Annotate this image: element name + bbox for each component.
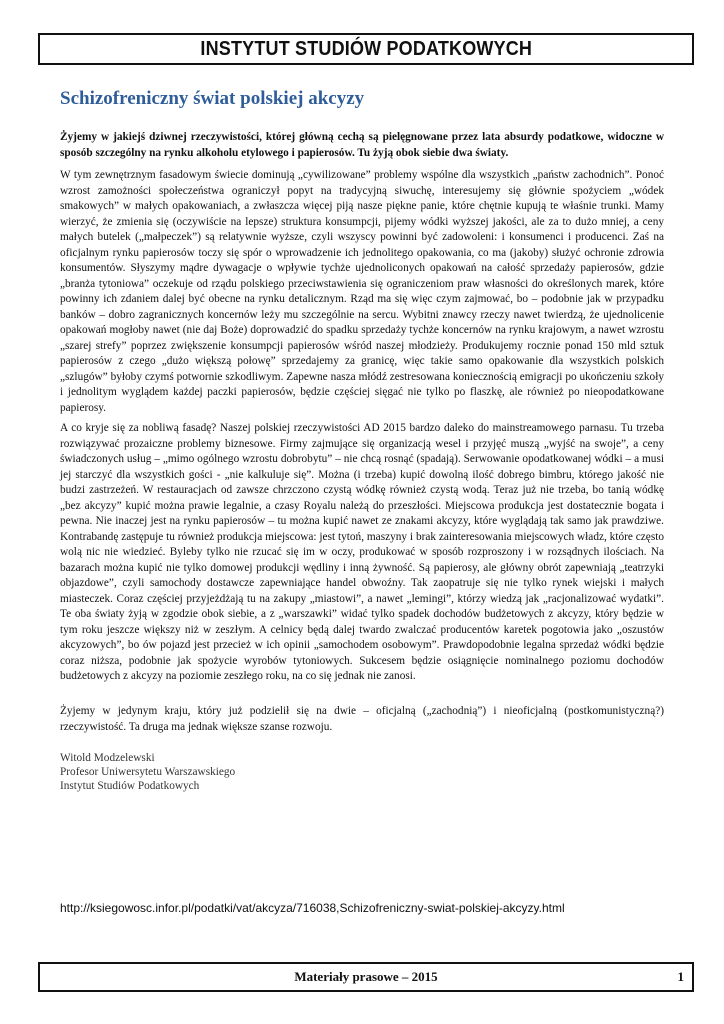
article-paragraph-3: Żyjemy w jedynym kraju, który już podzielił się na dwie – oficjalną („zachodnią”) i nieoficjalną (postkomunistyczną?) rzeczywistość. Ta druga ma jednak większe szanse rozwoju. (60, 705, 664, 733)
header-title: INSTYTUT STUDIÓW PODATKOWYCH (200, 37, 532, 60)
article-paragraph-1: W tym zewnętrznym fasadowym świecie dominują „cywilizowane” problemy wspólne dla wszystkich „państw zachodnich”. Ponoć wzrost zamożności społeczeństwa ograniczył popyt na tradycyjną siwuchę, interesujemy się głównie spożyciem „wódek smakowych” w małych opakowaniach, a zwłaszcza więcej piją nasze piękne panie, które chętnie kupują te właśnie trunki. Mamy wierzyć, że zmienia się (oczywiście na lepsze) struktura konsumpcji, pijemy wódki wyższej jakości, ale za to dużo mniej, a ceny małych butelek („małpeczek”) są relatywnie wyższe, czyli wszyscy powinni być zadowoleni: i konsumenci i producenci. Zaś na oficjalnym rynku papierosów toczy się spór o wprowadzenie ich jednolitego opakowania, co ma (jakoby) służyć ochronie zdrowia konsumentów. Słyszymy mądre dywagacje o wpływie tychże ujednoliconych opakowań na całość sprzedaży papierosów, gdzie „branża tytoniowa” oczekuje od rządu polskiego przeciwstawienia się ograniczeniom praw własności do określonych marek, które powinny ich zdaniem dalej być obecne na rynku detalicznym. Rząd ma się więc czym zajmować, bo – podobnie jak w przypadku banków – dobro zagranicznych koncernów leży mu szczególnie na sercu. Wybitni znawcy rzeczy nawet twierdzą, że ujednolicenie opakowań mogłoby nawet (nie daj Boże) doprowadzić do spadku sprzedaży tychże koncernów na rynku krajowym, a nawet wzrostu „szarej strefy” poprzez zwiększenie konsumpcji papierosów wśród naszej młodzieży. Produkujemy rocznie ponad 150 mld sztuk papierosów z czego „dużo większą połowę” sprzedajemy za granicę, więc takie samo opakowanie dla wszystkich polskich „szlugów” byłoby czymś potwornie szkodliwym. Zapewne nasza młódź zestresowana koniecznością emigracji po ukończeniu szkoły i jednolitym wyglądem każdej paczki papierosów, będzie częściej sięgać nie tylko po flaszkę, ale również po nieopodatkowane papierosy. (60, 169, 664, 414)
footer-label: Materiały prasowe – 2015 (294, 969, 438, 984)
source-link[interactable]: http://ksiegowosc.infor.pl/podatki/vat/akcyza/716038,Schizofreniczny-swiat-polskiej-akcyzy.html (60, 901, 565, 915)
footer-banner (38, 962, 694, 992)
article-title: Schizofreniczny świat polskiej akcyzy (60, 88, 365, 109)
page-number: 1 (677, 969, 684, 984)
signature-name: Witold Modzelewski (60, 752, 155, 764)
signature-institution: Instytut Studiów Podatkowych (60, 780, 200, 792)
signature-title: Profesor Uniwersytetu Warszawskiego (60, 766, 236, 778)
article-lead: Żyjemy w jakiejś dziwnej rzeczywistości, której główną cechą są pielęgnowane przez lata absurdy podatkowe, widoczne w sposób szczególny na rynku alkoholu etylowego i papierosów. Tu żyją obok siebie dwa światy. (60, 131, 664, 159)
header-banner (38, 33, 694, 65)
article-paragraph-2: A co kryje się za nobliwą fasadę? Naszej polskiej rzeczywistości AD 2015 bardzo daleko do mainstreamowego parnasu. Tu trzeba rozwiązywać prozaiczne problemy biznesowe. Firmy zajmujące się organizacją wesel i przyjęć muszą „wyjść na swoje”, a ceny świadczonych usług – „mimo ogólnego wzrostu dobrobytu” – nie chcą rosnąć (spadają). Serwowanie opodatkowanej wódki – a musi jej starczyć dla wszystkich gości - „nie kalkuluje się”. Można (i trzeba) kupić dowolną ilość dobrego bimbru, którego jakość nie budzi zastrzeżeń. W restauracjach od zawsze chrzczono czystą wódkę również czystą wodą. Teraz już nie trzeba, bo tanią wódkę „bez akcyzy” kupić można prawie legalnie, a czasy Royalu należą do przeszłości. Miejscowa produkcja jest dostatecznie bogata i pewna. Nie inaczej jest na rynku papierosów – tu można kupić nawet ze znakami akcyzy, które wyglądają tak samo jak prawdziwe. Kontrabandę zastępuje tu również produkcja miejscowa: jest tytoń, maszyny i brak zainteresowania miejscowych władz, które często wolą nic nie wiedzieć. Byleby tylko nie rzucać się im w oczy, produkować w sposób rozproszony i w rozsądnych ilościach. Na bazarach można kupić nie tylko domowej produkcji wędliny i inną żywność. Są papierosy, ale główny obrót zapewniają „teatrzyki objazdowe”, czyli samochody dostawcze zapewniające handel obwoźny. Tak zaopatruje się nie tylko rynek wiejski i małych miasteczek. Coraz częściej przyjeżdżają tu na zakupy „miastowi”, a nawet „lemingi”, którzy wiedzą jak „racjonalizować wydatki”. Te oba światy żyją w zgodzie obok siebie, a z „warszawki” widać tylko spadek dochodów budżetowych z akcyzy, który będzie w tym roku jeszcze większy niż w zeszłym. A celnicy będą dalej twardo zwalczać producentów karetek pogotowia jako „oszustów akcyzowych”, bo ów pojazd jest przecież w ich opinii „samochodem osobowym”. Prawdopodobnie legalna sprzedaż wódki będzie coraz niższa, podobnie jak spożycie wyrobów tytoniowych. Sukcesem będzie osiągnięcie nominalnego poziomu dochodów budżetowych z akcyzy na poziomie zeszłego roku, na co się jednak nie zanosi. (60, 422, 664, 682)
